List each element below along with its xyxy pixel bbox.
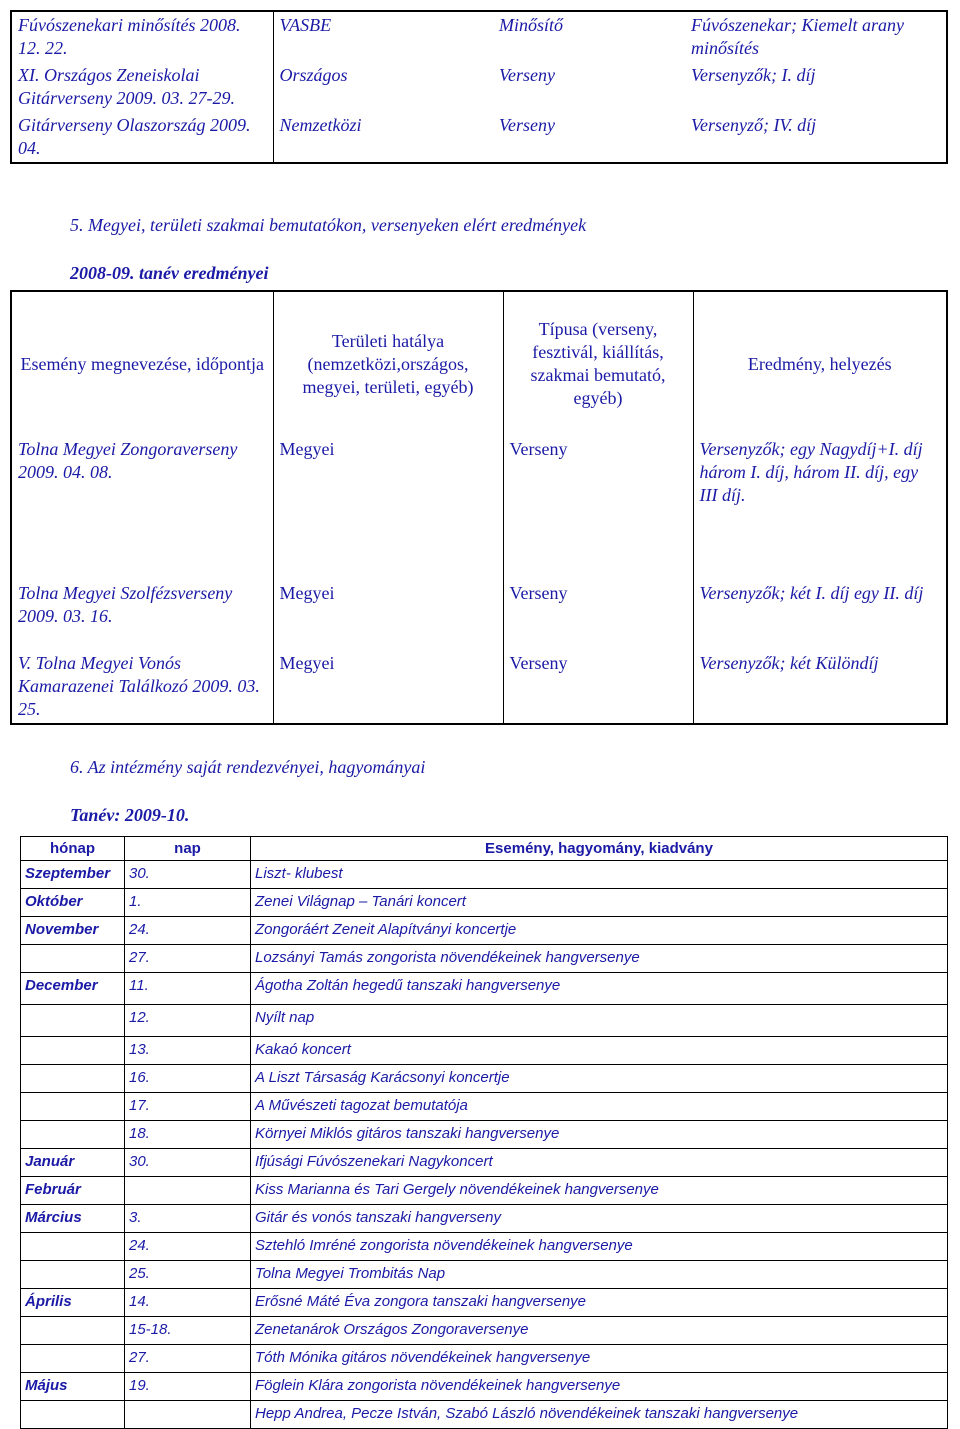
event-cell: Tolna Megyei Szolfézsverseny 2009. 03. 16. xyxy=(18,583,233,626)
table-row xyxy=(21,1233,948,1261)
day-cell: 25. xyxy=(125,1261,251,1289)
table-row xyxy=(21,1205,948,1233)
header-type: Típusa (verseny, fesztivál, kiállítás, szakmai bemutató, egyéb) xyxy=(503,291,693,436)
month-cell: Január xyxy=(21,1149,125,1177)
result-cell: Versenyzők; I. díj xyxy=(691,65,816,85)
day-cell: 3. xyxy=(125,1205,251,1233)
result-cell: Versenyzők; két Különdíj xyxy=(693,650,947,724)
result-cell: Versenyző; IV. díj xyxy=(691,115,817,135)
scope-cell: Megyei xyxy=(273,650,503,724)
event-cell: Föglein Klára zongorista növendékeinek hangversenye xyxy=(251,1373,948,1401)
event-cell: Ágotha Zoltán hegedű tanszaki hangversenye xyxy=(251,973,948,1005)
month-cell: Szeptember xyxy=(21,861,125,889)
day-cell: 19. xyxy=(125,1373,251,1401)
event-cell: Kiss Marianna és Tari Gergely növendékeinek hangversenye xyxy=(251,1177,948,1205)
month-cell xyxy=(21,1317,125,1345)
table-row xyxy=(21,861,948,889)
month-cell: Május xyxy=(21,1373,125,1401)
section-5-subtitle: 2008-09. tanév eredményei xyxy=(70,263,269,283)
event-cell: XI. Országos Zeneiskolai Gitárverseny 2009. 03. 27-29. xyxy=(18,65,235,108)
event-cell: Gitárverseny Olaszország 2009. 04. xyxy=(18,115,251,158)
event-cell: Zongoráért Zeneit Alapítványi koncertje xyxy=(251,917,948,945)
header-scope: Területi hatálya (nemzetközi,országos, megyei, területi, egyéb) xyxy=(273,291,503,436)
day-cell: 13. xyxy=(125,1037,251,1065)
event-cell: Lozsányi Tamás zongorista növendékeinek hangversenye xyxy=(251,945,948,973)
month-cell xyxy=(21,1121,125,1149)
scope-cell: Megyei xyxy=(273,436,503,580)
month-cell xyxy=(21,1345,125,1373)
results-table xyxy=(10,290,948,725)
month-cell xyxy=(21,1005,125,1037)
type-cell: Verseny xyxy=(499,115,555,135)
section-5-title: 5. Megyei, területi szakmai bemutatókon, versenyeken elért eredmények xyxy=(70,215,587,235)
header-day: nap xyxy=(125,837,251,861)
table-row xyxy=(11,112,947,163)
event-cell: V. Tolna Megyei Vonós Kamarazenei Találkozó 2009. 03. 25. xyxy=(18,653,260,719)
event-cell: Hepp Andrea, Pecze István, Szabó László növendékeinek tanszaki hangversenye xyxy=(251,1401,948,1429)
table-row xyxy=(21,1401,948,1429)
event-cell: Környei Miklós gitáros tanszaki hangversenye xyxy=(251,1121,948,1149)
month-cell xyxy=(21,945,125,973)
event-cell: Gitár és vonós tanszaki hangverseny xyxy=(251,1205,948,1233)
day-cell: 27. xyxy=(125,1345,251,1373)
scope-cell: Országos xyxy=(273,62,493,112)
table-row xyxy=(11,62,947,112)
day-cell: 24. xyxy=(125,1233,251,1261)
month-cell xyxy=(21,1093,125,1121)
event-cell: Tóth Mónika gitáros növendékeinek hangversenye xyxy=(251,1345,948,1373)
type-cell: Verseny xyxy=(503,650,693,724)
table-header-row xyxy=(21,837,948,861)
day-cell: 16. xyxy=(125,1065,251,1093)
table-row xyxy=(21,889,948,917)
month-cell: November xyxy=(21,917,125,945)
event-cell: Nyílt nap xyxy=(251,1005,948,1037)
day-cell: 12. xyxy=(125,1005,251,1037)
header-event: Esemény megnevezése, időpontja xyxy=(20,353,264,374)
type-cell: Minősítő xyxy=(499,15,564,35)
month-cell: Március xyxy=(21,1205,125,1233)
header-result: Eredmény, helyezés xyxy=(693,291,947,436)
month-cell: Április xyxy=(21,1289,125,1317)
type-cell: Verseny xyxy=(503,436,693,580)
table-row xyxy=(21,1345,948,1373)
event-cell: Ifjúsági Fúvószenekari Nagykoncert xyxy=(251,1149,948,1177)
day-cell: 30. xyxy=(125,861,251,889)
day-cell: 11. xyxy=(125,973,251,1005)
section-6-subtitle: Tanév: 2009-10. xyxy=(70,805,190,825)
result-cell: Versenyzők; egy Nagydíj+I. díj három I. díj, három II. díj, egy III díj. xyxy=(693,436,947,580)
day-cell: 1. xyxy=(125,889,251,917)
event-cell: A Liszt Társaság Karácsonyi koncertje xyxy=(251,1065,948,1093)
month-cell xyxy=(21,1261,125,1289)
header-month: hónap xyxy=(21,837,125,861)
table-row xyxy=(21,917,948,945)
month-cell: December xyxy=(21,973,125,1005)
type-cell: Verseny xyxy=(499,65,555,85)
day-cell: 17. xyxy=(125,1093,251,1121)
month-cell xyxy=(21,1401,125,1429)
month-cell xyxy=(21,1037,125,1065)
day-cell xyxy=(125,1177,251,1205)
event-cell: Tolna Megyei Trombitás Nap xyxy=(251,1261,948,1289)
month-cell xyxy=(21,1065,125,1093)
events-body xyxy=(21,861,948,1429)
type-cell: Verseny xyxy=(503,580,693,650)
day-cell: 14. xyxy=(125,1289,251,1317)
event-cell: Zenetanárok Országos Zongoraversenye xyxy=(251,1317,948,1345)
event-cell: Erősné Máté Éva zongora tanszaki hangversenye xyxy=(251,1289,948,1317)
month-cell: Október xyxy=(21,889,125,917)
day-cell: 27. xyxy=(125,945,251,973)
header-event: Esemény, hagyomány, kiadvány xyxy=(251,837,948,861)
day-cell: 18. xyxy=(125,1121,251,1149)
event-cell: Zenei Világnap – Tanári koncert xyxy=(251,889,948,917)
table-row xyxy=(21,1373,948,1401)
scope-cell: VASBE xyxy=(273,11,493,62)
top-results-table xyxy=(10,10,948,164)
table-row xyxy=(21,1149,948,1177)
table-row xyxy=(21,1317,948,1345)
table-row xyxy=(21,1093,948,1121)
section-6-title: 6. Az intézmény saját rendezvényei, hagyományai xyxy=(70,757,426,777)
result-cell: Versenyzők; két I. díj egy II. díj xyxy=(693,580,947,650)
events-table xyxy=(20,836,948,1429)
scope-cell: Megyei xyxy=(273,580,503,650)
table-row xyxy=(21,1261,948,1289)
event-cell: Liszt- klubest xyxy=(251,861,948,889)
event-cell: A Művészeti tagozat bemutatója xyxy=(251,1093,948,1121)
table-row xyxy=(21,1121,948,1149)
table-row xyxy=(21,945,948,973)
table-row xyxy=(11,650,947,724)
day-cell: 30. xyxy=(125,1149,251,1177)
event-cell: Kakaó koncert xyxy=(251,1037,948,1065)
month-cell xyxy=(21,1233,125,1261)
day-cell: 24. xyxy=(125,917,251,945)
table-header-row xyxy=(11,291,947,436)
month-cell: Február xyxy=(21,1177,125,1205)
scope-cell: Nemzetközi xyxy=(273,112,493,163)
table-row xyxy=(21,1177,948,1205)
day-cell xyxy=(125,1401,251,1429)
table-row xyxy=(21,1289,948,1317)
table-row xyxy=(21,1065,948,1093)
result-cell: Fúvószenekar; Kiemelt arany minősítés xyxy=(691,15,904,58)
table-row xyxy=(21,1005,948,1037)
event-cell: Fúvószenekari minősítés 2008. 12. 22. xyxy=(18,15,241,58)
table-row xyxy=(21,1037,948,1065)
table-row xyxy=(11,11,947,62)
table-row xyxy=(11,580,947,650)
table-row xyxy=(21,973,948,1005)
table-row xyxy=(11,436,947,580)
event-cell: Sztehló Imréné zongorista növendékeinek hangversenye xyxy=(251,1233,948,1261)
event-cell: Tolna Megyei Zongoraverseny 2009. 04. 08. xyxy=(18,439,238,482)
day-cell: 15-18. xyxy=(125,1317,251,1345)
